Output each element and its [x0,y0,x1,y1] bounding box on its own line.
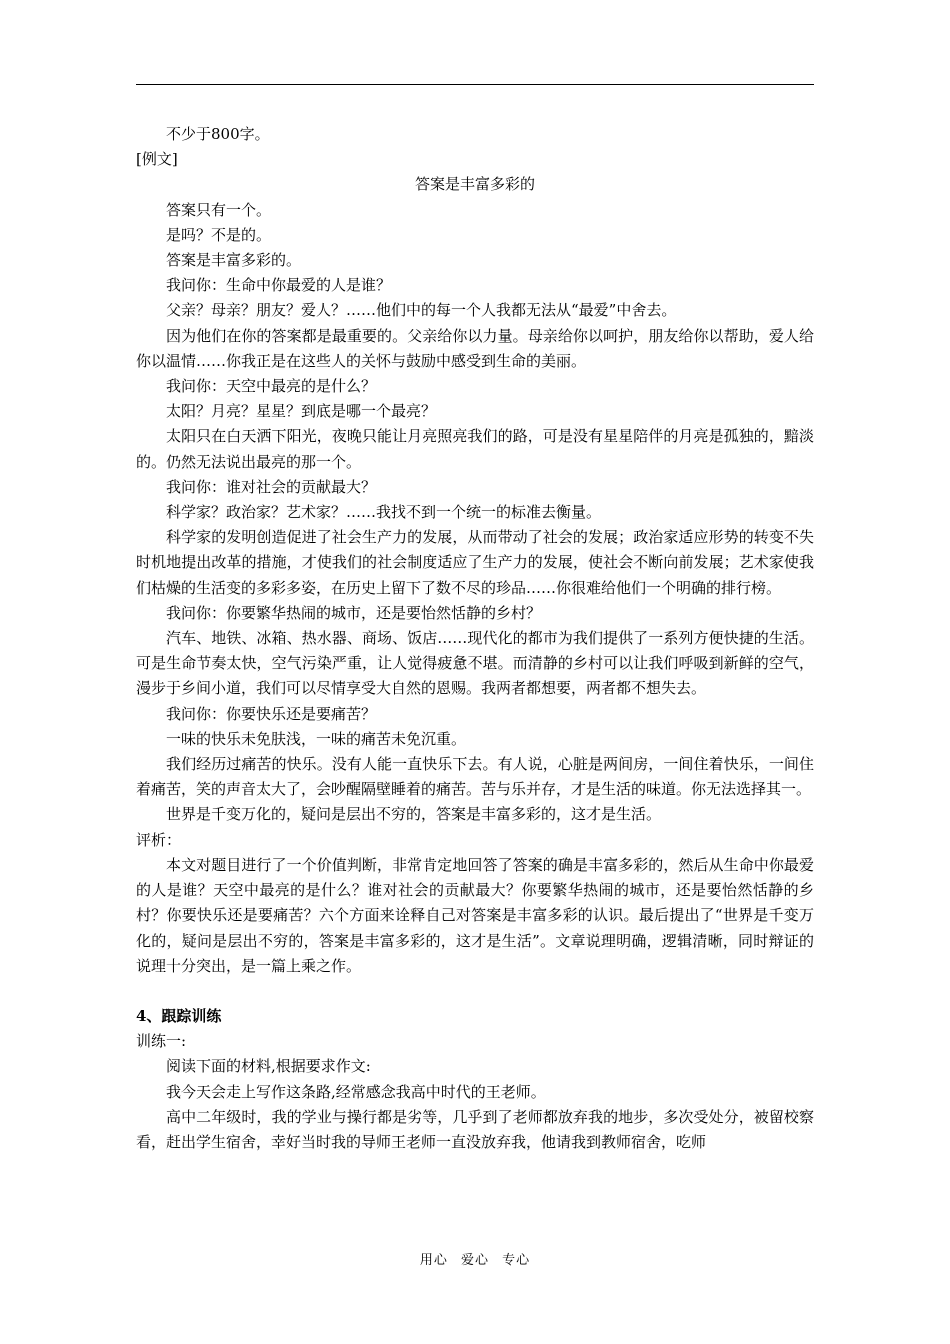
essay-paragraph: 父亲？母亲？朋友？爱人？……他们中的每一个人我都无法从“最爱”中舍去。 [166,301,677,320]
essay-paragraph: 世界是千变万化的，疑问是层出不穷的，答案是丰富多彩的，这才是生活。 [166,805,662,824]
page-footer: 用心 爱心 专心 [419,1253,531,1268]
section-heading: 4、跟踪训练 [136,1006,222,1025]
analysis-paragraph: 本文对题目进行了一个价值判断，非常肯定地回答了答案的确是丰富多彩的，然后从生命中你最爱的人是谁？天空中最亮的是什么？谁对社会的贡献最大？你要繁华热闹的城市，还是要怡然恬静的乡村？你要快乐还是要痛苦？六个方面来诠释自己对答案是丰富多彩的认识。最后提出了“世界是千变万化的，疑问是层出不穷的，答案是丰富多彩的，这才是生活”。文章说理明确，逻辑清晰，同时辩证的说理十分突出，是一篇上乘之作。 [136,855,814,975]
header-rule [136,84,814,85]
training-paragraph: 高中二年级时，我的学业与操行都是劣等，几乎到了老师都放弃我的地步，多次受处分，被留校察看，赶出学生宿舍，幸好当时我的导师王老师一直没放弃我，他请我到教师宿舍，吃师 [136,1107,814,1151]
essay-paragraph: 太阳？月亮？星星？到底是哪一个最亮？ [166,402,437,421]
analysis-label: 评析： [136,830,182,849]
essay-title: 答案是丰富多彩的 [414,175,535,194]
essay-paragraph: 答案是丰富多彩的。 [166,251,302,270]
essay-paragraph: 汽车、地铁、冰箱、热水器、商场、饭店……现代化的都市为我们提供了一系列方便快捷的生活。可是生命节奏太快，空气污染严重，让人觉得疲惫不堪。而清静的乡村可以让我们呼吸到新鲜的空气，漫步于乡间小道，我们可以尽情享受大自然的恩赐。我两者都想要，两者都不想失去。 [136,629,814,698]
essay-paragraph: 我问你：天空中最亮的是什么？ [166,377,377,396]
essay-paragraph: 科学家的发明创造促进了社会生产力的发展，从而带动了社会的发展；政治家适应形势的转变不失时机地提出改革的措施，才使我们的社会制度适应了生产力的发展，使社会不断向前发展；艺术家使我们枯燥的生活变的多彩多姿，在历史上留下了数不尽的珍品……你很难给他们一个明确的排行榜。 [136,528,814,597]
essay-paragraph: 我们经历过痛苦的快乐。没有人能一直快乐下去。有人说，心脏是两间房，一间住着快乐，一间住着痛苦，笑的声音太大了，会吵醒隔壁睡着的痛苦。苦与乐并存，才是生活的味道。你无法选择其一。 [136,755,814,799]
essay-paragraph: 我问你：你要快乐还是要痛苦？ [166,704,377,723]
page-content [136,122,814,1155]
section-gap [136,979,814,1004]
essay-paragraph: 因为他们在你的答案都是最重要的。父亲给你以力量。母亲给你以呵护，朋友给你以帮助，爱人给你以温情……你我正是在这些人的关怀与鼓励中感受到生命的美丽。 [136,326,814,370]
training-paragraph: 阅读下面的材料,根据要求作文: [166,1057,371,1076]
essay-paragraph: 我问你：你要繁华热闹的城市，还是要怡然恬静的乡村？ [166,603,542,622]
essay-paragraph: 答案只有一个。 [166,200,272,219]
essay-paragraph: 一味的快乐未免肤浅，一味的痛苦未免沉重。 [166,729,467,748]
essay-paragraph: 科学家？政治家？艺术家？……我找不到一个统一的标准去衡量。 [166,503,602,522]
essay-paragraph: 是吗？不是的。 [166,225,272,244]
intro-paragraph: 不少于800字。 [166,125,270,143]
example-label: [例文] [136,150,178,169]
essay-paragraph: 我问你：谁对社会的贡献最大？ [166,477,377,496]
essay-paragraph: 我问你：生命中你最爱的人是谁？ [166,276,392,295]
training-paragraph: 我今天会走上写作这条路,经常感念我高中时代的王老师。 [166,1082,546,1101]
training-label: 训练一: [136,1032,187,1051]
essay-paragraph: 太阳只在白天洒下阳光，夜晚只能让月亮照亮我们的路，可是没有星星陪伴的月亮是孤独的，黯淡的。仍然无法说出最亮的那一个。 [136,427,814,471]
